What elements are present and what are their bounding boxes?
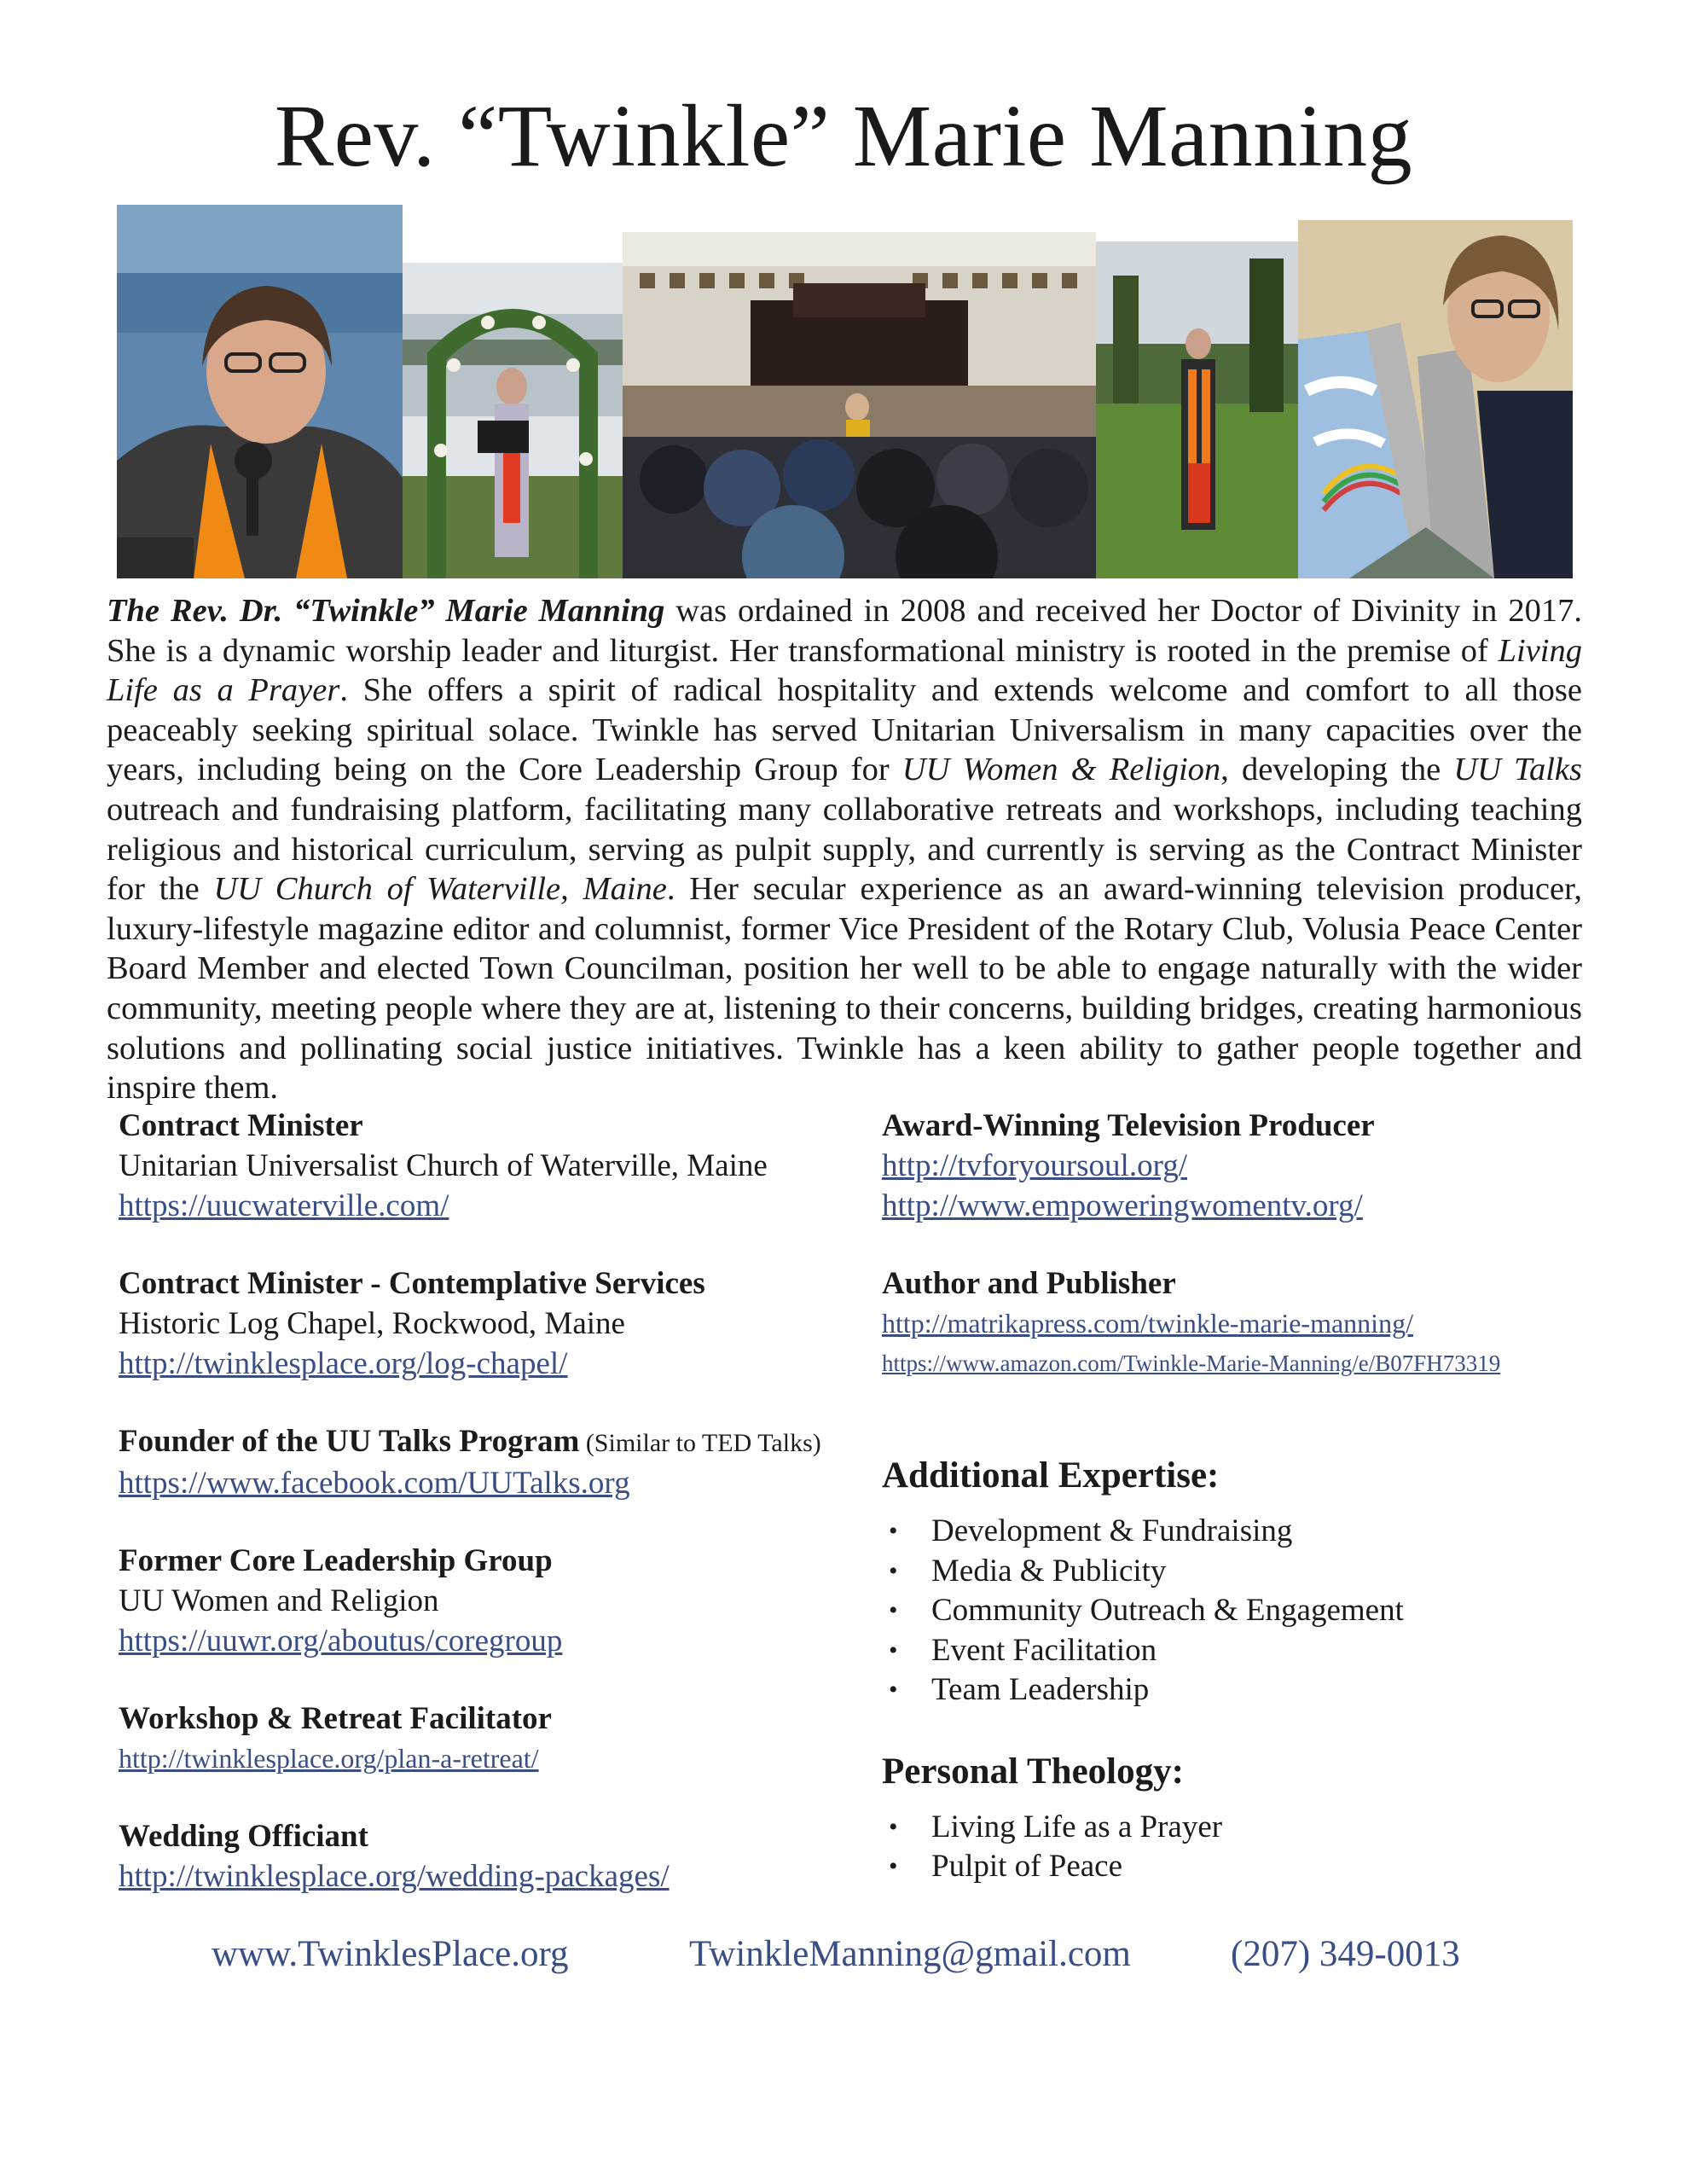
bio-text-2: . She offers a spirit of radical hospitality and extends welcome and comfort to all those peaceably seeking spiritual solace. Twinkle has served Unitarian Universalism in many capacities over the years, including being on the Core Leadership Group for: [107, 672, 1582, 788]
footer-website-link[interactable]: www.TwinklesPlace.org: [212, 1934, 569, 1974]
bio-text-1: was ordained in 2008 and received her Doctor of Divinity in 2017. She is a dynamic worship leader and liturgist. Her transformational ministry is rooted in the premise of: [107, 593, 1582, 669]
list-item: • Living Life as a Prayer: [882, 1808, 1632, 1848]
entry-core-leadership: [119, 1541, 869, 1661]
right-column: [882, 1106, 1632, 1925]
entry-workshop-retreat: [119, 1699, 869, 1779]
entry-subtitle: UU Women and Religion: [119, 1583, 439, 1618]
bio-text-3: , developing the: [1220, 752, 1454, 788]
entry-title: Award-Winning Television Producer: [882, 1108, 1375, 1143]
footer-email-link[interactable]: TwinkleManning@gmail.com: [689, 1934, 1131, 1974]
bio-italic-1: Living Life as a Prayer: [107, 632, 1582, 709]
entry-subtitle: Historic Log Chapel, Rockwood, Maine: [119, 1306, 625, 1341]
bio-italic-4: UU Church of Waterville, Maine: [213, 871, 667, 908]
bio-italic-3: UU Talks: [1453, 752, 1582, 788]
link-amazon-author[interactable]: https://www.amazon.com/Twinkle-Marie-Manning/e/B07FH73319: [882, 1350, 1501, 1376]
link-matrikapress[interactable]: http://matrikapress.com/twinkle-marie-manning/: [882, 1308, 1413, 1339]
list-item: • Pulpit of Peace: [882, 1847, 1632, 1887]
entry-wedding-officiant: [119, 1816, 869, 1896]
entry-title: Author and Publisher: [882, 1266, 1176, 1301]
bio-italic-2: UU Women & Religion: [901, 752, 1221, 788]
entry-contract-minister: [119, 1106, 869, 1226]
list-item: • Team Leadership: [882, 1670, 1632, 1711]
entry-contemplative-services: [119, 1263, 869, 1384]
entry-author-publisher: [882, 1263, 1632, 1384]
entry-note: (Similar to TED Talks): [579, 1429, 821, 1457]
expertise-list: [882, 1512, 1632, 1711]
entry-title: Former Core Leadership Group: [119, 1543, 553, 1578]
entry-title: Wedding Officiant: [119, 1819, 368, 1854]
link-uutalks-facebook[interactable]: https://www.facebook.com/UUTalks.org: [119, 1466, 630, 1501]
entry-title: Workshop & Retreat Facilitator: [119, 1701, 552, 1736]
link-empoweringwomentv[interactable]: http://www.empoweringwomentv.org/: [882, 1188, 1363, 1223]
bio-lead-name: The Rev. Dr. “Twinkle” Marie Manning: [107, 593, 665, 629]
photo-portrait-microphone: [117, 205, 403, 578]
photo-outdoor-field: [1096, 241, 1298, 578]
entry-title: Contract Minister: [119, 1108, 363, 1143]
entry-title: Contract Minister - Contemplative Services: [119, 1266, 705, 1301]
link-uuwr-coregroup[interactable]: https://uuwr.org/aboutus/coregroup: [119, 1623, 563, 1658]
bio-text-5: . Her secular experience as an award-winning television producer, luxury-lifestyle magazine editor and columnist, former Vice President of the Rotary Club, Volusia Peace Center Board Member and elected Town Councilman, position her well to be able to engage naturally with the wider community, meeting people where they are at, listening to their concerns, building bridges, creating harmonious solutions and pollinating social justice initiatives. Twinkle has a keen ability to gather people together and inspire them.: [107, 871, 1582, 1107]
left-column: [119, 1106, 869, 1934]
entry-subtitle: Unitarian Universalist Church of Waterville, Maine: [119, 1148, 768, 1183]
list-item: • Event Facilitation: [882, 1631, 1632, 1671]
photo-church-service: [623, 232, 1096, 578]
list-item: • Media & Publicity: [882, 1552, 1632, 1592]
entry-uu-talks-founder: [119, 1421, 869, 1503]
bio-text-4: outreach and fundraising platform, facilitating many collaborative retreats and workshops, including teaching religious and historical curriculum, serving as pulpit supply, and currently is serving as the Contract Minister for the: [107, 791, 1582, 908]
entry-title-text: Founder of the UU Talks Program: [119, 1424, 580, 1459]
link-tvforyoursoul[interactable]: http://tvforyoursoul.org/: [882, 1148, 1188, 1183]
link-wedding-packages[interactable]: http://twinklesplace.org/wedding-packages/: [119, 1859, 670, 1894]
link-log-chapel[interactable]: http://twinklesplace.org/log-chapel/: [119, 1346, 568, 1381]
entry-tv-producer: [882, 1106, 1632, 1226]
footer-phone: (207) 349-0013: [1231, 1934, 1460, 1974]
expertise-heading: Additional Expertise:: [882, 1455, 1220, 1496]
theology-heading: Personal Theology:: [882, 1751, 1184, 1792]
list-item: • Community Outreach & Engagement: [882, 1591, 1632, 1631]
list-item: • Development & Fundraising: [882, 1512, 1632, 1552]
link-plan-a-retreat[interactable]: http://twinklesplace.org/plan-a-retreat/: [119, 1743, 539, 1774]
photo-stole-portrait: [1298, 220, 1573, 578]
entry-title-with-note: [119, 1421, 869, 1463]
theology-list: [882, 1808, 1632, 1887]
photo-wedding-arch: [403, 263, 623, 578]
page-title: Rev. “Twinkle” Marie Manning: [274, 87, 1413, 185]
bio-paragraph: [107, 591, 1582, 1108]
link-uucwaterville[interactable]: https://uucwaterville.com/: [119, 1188, 449, 1223]
